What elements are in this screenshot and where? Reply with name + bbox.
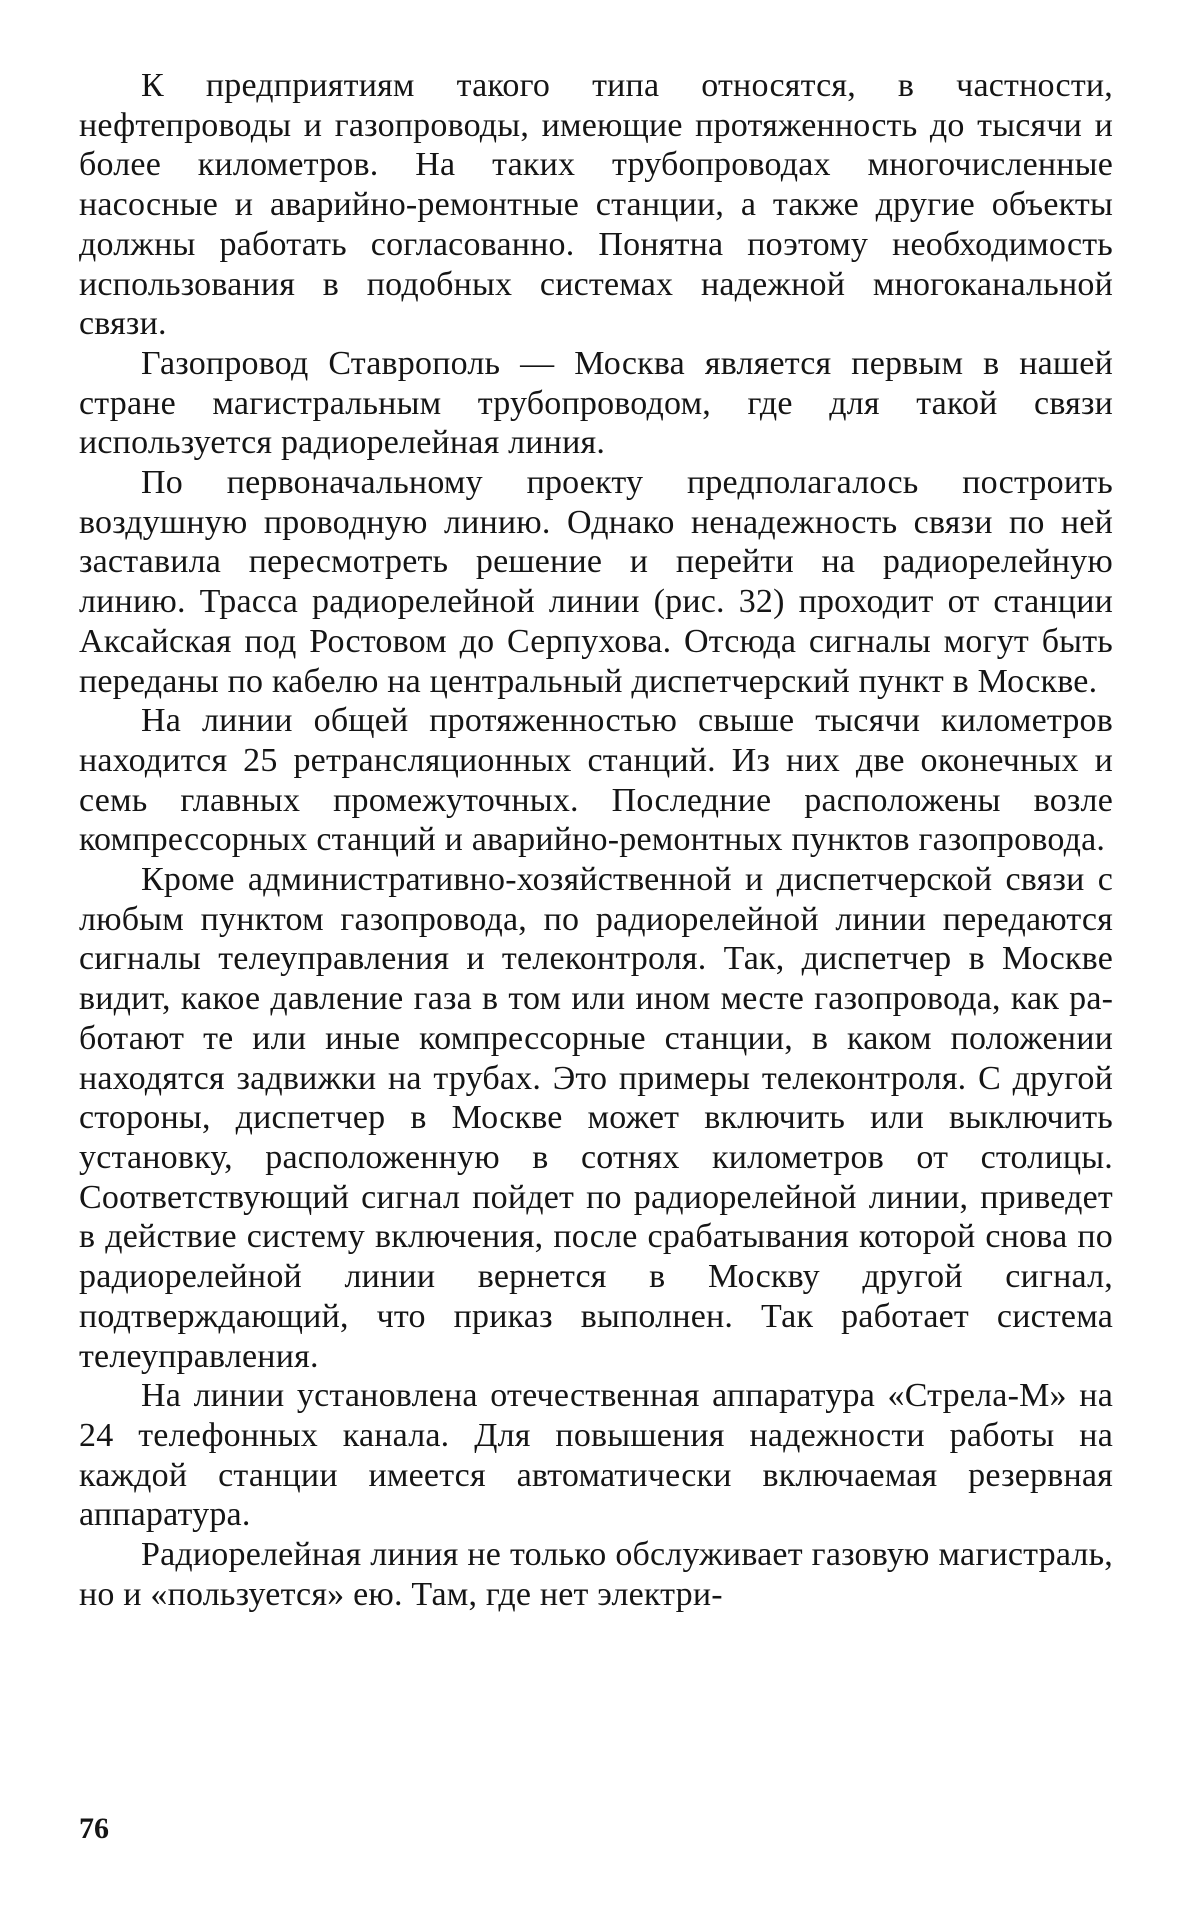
page-number: 76 [79, 1812, 109, 1845]
paragraph: К предприятиям такого типа относятся, в частности, нефтепроводы и газопроводы, имеющие протяженность до тысячи и более километров. На таких трубопроводах многочисленные насосные и аварийно-ремонтные станции, а также другие объекты должны работать согласованно. Понятна поэтому необходимость использования в подобных системах надежной многоканальной связи. [79, 67, 1113, 343]
paragraph: Газопровод Ставрополь — Москва является первым в нашей стране магистральным трубопроводом, где для такой связи используется радиорелейная линия. [79, 344, 1113, 462]
paragraph: Кроме административно-хозяйственной и диспетчерской связи с любым пунктом газопровода, по радиорелейной линии передаются сигналы телеуправления и телеконтроля. Так, диспетчер в Москве видит, какое давление газа в том или ином месте газопровода, как работают те или иные компрессорные станции, в каком положении находятся задвижки на трубах. Это примеры телеконтроля. С другой стороны, диспетчер в Москве может включить или выключить установку, расположенную в сотнях километров от столицы. Соответствующий сигнал пойдет по радиорелейной линии, приведет в действие систему включения, после срабатывания которой снова по радиорелейной линии вернется в Москву другой сигнал, подтверждающий, что приказ выполнен. Так работает система телеуправления. [79, 861, 1113, 1375]
paragraph: По первоначальному проекту предполагалось построить воздушную проводную линию. Однако ненадежность связи по ней заставила пересмотреть решение и перейти на радиорелейную линию. Трасса радиорелейной линии (рис. 32) проходит от станции Аксайская под Ростовом до Серпухова. Отсюда сигналы могут быть переданы по кабелю на центральный диспетчерский пункт в Москве. [79, 464, 1113, 700]
paragraph: На линии установлена отечественная аппаратура «Стрела-М» на 24 телефонных канала. Для повышения надежности работы на каждой станции имеется автоматически включаемая резервная аппаратура. [79, 1377, 1113, 1534]
paragraph: Радиорелейная линия не только обслуживает газовую магистраль, но и «пользуется» ею. Там, где нет электри- [79, 1536, 1113, 1613]
body-text [79, 66, 1113, 1614]
paragraph: На линии общей протяженностью свыше тысячи километров находится 25 ретрансляционных станций. Из них две оконечных и семь главных промежуточных. Последние расположены возле компрессорных станций и аварийно-ремонтных пунктов газопровода. [79, 702, 1113, 859]
